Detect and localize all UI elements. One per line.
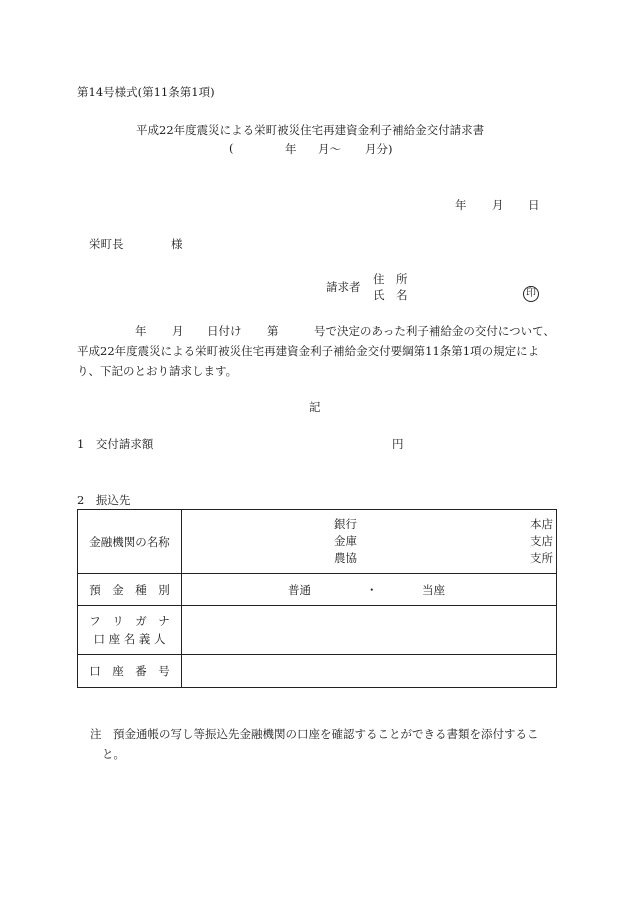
branch-types — [530, 516, 553, 567]
account-number-row — [78, 655, 557, 688]
institution-type-bank: 銀行 — [334, 517, 357, 531]
account-holder-value-cell[interactable] — [182, 606, 557, 655]
date-month: 月 — [492, 198, 504, 212]
institution-type-shinkin: 金庫 — [334, 534, 357, 548]
account-holder-label: 口 座 名 義 人 — [93, 632, 166, 646]
date-day: 日 — [528, 198, 540, 212]
branch-type-main: 本店 — [530, 517, 553, 531]
attachment-note — [90, 724, 557, 764]
bank-account-table — [77, 509, 557, 688]
period-open: ( — [229, 141, 234, 155]
addressee-name: 栄町長 — [89, 237, 124, 251]
note-line-1: 注 預金通帳の写し等振込先金融機関の口座を確認することができる書類を添付するこ — [90, 727, 539, 741]
body-line-3: り、下記のとおり請求します。 — [77, 364, 238, 378]
seal-mark: 印 — [523, 286, 539, 302]
institution-types — [334, 516, 357, 567]
account-holder-label-cell — [78, 606, 182, 655]
body-number-prefix: 第 — [267, 324, 279, 338]
branch-type-branch: 支店 — [530, 534, 553, 548]
furigana-label: フ リ ガ ナ — [89, 614, 170, 628]
deposit-current-option[interactable]: 当座 — [422, 583, 445, 597]
deposit-type-value-cell[interactable] — [182, 574, 557, 606]
period-month-from: 月～ — [318, 142, 341, 156]
yen-unit: 円 — [392, 437, 404, 451]
body-year: 年 — [135, 324, 147, 338]
ki-heading: 記 — [309, 400, 321, 414]
body-line-2: 平成22年度震災による栄町被災住宅再建資金利子補給金交付要綱第11条第1項の規定によ — [77, 344, 540, 358]
body-month: 月 — [172, 324, 184, 338]
deposit-type-row — [78, 574, 557, 606]
address-label: 住 所 — [373, 272, 408, 286]
institution-label: 金融機関の名称 — [89, 534, 170, 549]
branch-type-office: 支所 — [530, 551, 553, 565]
request-amount-label: 1 交付請求額 — [77, 437, 154, 451]
body-day: 日付け — [207, 324, 242, 338]
document-title: 平成22年度震災による栄町被災住宅再建資金利子補給金交付請求書 — [136, 123, 485, 137]
requester-label: 請求者 — [326, 280, 361, 294]
account-number-value-cell[interactable] — [182, 655, 557, 688]
body-paragraph — [77, 321, 557, 381]
account-number-label: 口 座 番 号 — [89, 664, 170, 678]
period-month-to: 月分) — [365, 142, 393, 156]
form-number: 第14号様式(第11条第1項) — [77, 85, 215, 99]
date-year: 年 — [455, 198, 467, 212]
deposit-separator: ・ — [366, 583, 378, 597]
account-holder-row — [78, 606, 557, 655]
addressee-honorific: 様 — [171, 237, 183, 251]
name-label: 氏 名 — [373, 288, 408, 302]
institution-type-nokyo: 農協 — [334, 551, 357, 565]
account-number-label-cell — [78, 655, 182, 688]
transfer-destination-label: 2 振込先 — [77, 493, 131, 507]
deposit-type-label: 預 金 種 別 — [89, 582, 170, 597]
deposit-ordinary-option[interactable]: 普通 — [288, 583, 311, 597]
note-line-2: と。 — [102, 747, 125, 761]
deposit-type-label-cell — [78, 574, 182, 606]
institution-label-cell — [78, 510, 182, 574]
period-year: 年 — [285, 142, 297, 156]
body-line-1 — [77, 321, 557, 341]
institution-value-cell[interactable] — [182, 510, 557, 574]
institution-row — [78, 510, 557, 574]
body-rest-line-1: 号で決定のあった利子補給金の交付について、 — [314, 324, 555, 338]
